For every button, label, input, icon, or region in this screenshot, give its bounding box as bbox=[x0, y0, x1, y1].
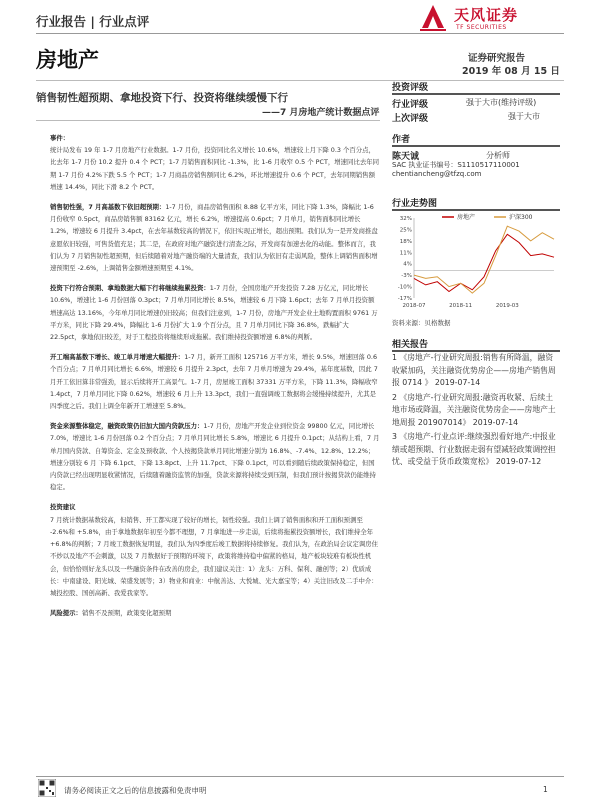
y-tick-label: -3% bbox=[401, 273, 412, 280]
para-label: 销售韧性强，7 月高基数下依旧超预期： bbox=[50, 203, 166, 212]
qr-code-icon bbox=[38, 779, 56, 797]
report-title: 销售韧性超预期、拿地投资下行、投资将继续缓慢下行 bbox=[36, 92, 288, 104]
trend-heading: 行业走势图 bbox=[392, 199, 438, 209]
body-text bbox=[50, 132, 380, 627]
para-construction: 开工端高基数下增长、竣工单月增速大幅提升：1-7 月，新开工面积 125716 万平方米，增长 9.5%，增速回落 0.6 个百分点；7 月单月同比增长 6.6%，增速较 6 月提升 2.3pct，去年 7 月单月增速为 29.4%，基年度基数，因此 7 月开工依旧算非常强劲，显示后续将开工高景气。1-7 月，房屋竣工面积 37331 万平方米，下降 11.3%，降幅收窄 1.4pct，7 月单月同比下降 0.62%，增速较 6 月上升 13.3pct，我们一直强调竣工数据将会缓慢持续提升，尤其是四季度之后。我们上调全年新开工增速至 5.8%。 bbox=[50, 353, 378, 411]
rating-rule bbox=[392, 93, 560, 95]
y-tick-label: 32% bbox=[399, 216, 412, 222]
related-item[interactable]: 1 《房地产-行业研究周报:销售有所降温，融资收紧加码，关注融资优势房企——房地产销售周报 0714 》 2019-07-14 bbox=[392, 353, 556, 387]
author-rule bbox=[392, 145, 560, 147]
footer-disclaimer: 请务必阅读正文之后的信息披露和免责申明 bbox=[64, 786, 207, 795]
para-event: 事件： 统计局发布 19 年 1-7 月房地产行业数据。1-7 月份，投资同比名义增长 10.6%，增速较上月下降 0.3 个百分点，比去年 1-7 月份 10.2 提升 0.4 个 PCT；1-7 月销售面积同比 -1.3%，比 1-6 月收窄 0.5 个 PCT，增速同比去年同期 1-7 月份 4.2%下跌 5.5 个 PCT；1-7 月商品房销售额同比 6.2%，环比增速提升 0.6 个 PCT，去年同期销售额增速 14.4%，同比下滑 8.2 个 PCT。 bbox=[50, 134, 380, 191]
chart-source: 资料来源：贝格数据 bbox=[392, 319, 451, 327]
title-bottom-divider bbox=[36, 120, 380, 121]
para-label: 风险提示： bbox=[50, 609, 82, 618]
x-tick-label: 2018-07 bbox=[402, 303, 426, 309]
x-tick-label: 2019-03 bbox=[495, 303, 519, 309]
y-tick-label: 4% bbox=[403, 261, 412, 268]
trend-rule bbox=[392, 209, 560, 211]
para-sales: 销售韧性强，7 月高基数下依旧超预期：1-7 月份，商品房销售面积 8.88 亿平方米，同比下降 1.3%，降幅比 1-6 月份收窄 0.5pct，商品房销售额 83162 亿元，增长 6.2%，增速提高 0.6pct；7 月单月，销售面积同比增长 1.2%，增速较 6 月提升 3.4pct，在去年基数较高的情况下，依旧实现正增长，超出预期。我们认为一是开发商推盘意愿依旧较强，可售货值充足；其二是，在政府对地产融资进行清查之际，开发商有加速去化的动能。整体而言，我们认为 7 月销售韧性超预期，但后续随着对地产融资端的大量清查，我们认为依旧有走弱风险，整体上调销售面积增速预期至 -2.6%，上调销售金额增速预期至 4.1%。 bbox=[50, 203, 378, 273]
y-tick-label: 18% bbox=[399, 238, 412, 245]
related-heading: 相关报告 bbox=[392, 340, 429, 350]
para-label: 资金来源整体稳定，融资政策仍旧加大国内贷款压力： bbox=[50, 422, 204, 431]
logo-name: 天风证券 bbox=[454, 6, 519, 24]
related-item[interactable]: 2 《房地产-行业研究周报:融资再收紧、后续土地市场或降温，关注融资优势房企——房地产土地周报 201907014》 2019-07-14 bbox=[392, 392, 556, 427]
tf-logo-icon bbox=[418, 2, 448, 32]
legend-label: 沪深300 bbox=[509, 214, 533, 221]
para-label: 事件： bbox=[50, 134, 70, 142]
related-list bbox=[392, 352, 560, 471]
header-divider bbox=[36, 33, 564, 34]
para-label: 投资建议 bbox=[50, 503, 76, 512]
para-label: 开工端高基数下增长、竣工单月增速大幅提升： bbox=[50, 353, 185, 362]
y-tick-label: 25% bbox=[399, 227, 412, 234]
report-category: 行业报告 | 行业点评 bbox=[36, 14, 150, 29]
rating-heading: 投资评级 bbox=[392, 83, 429, 93]
report-type: 证券研究报告 bbox=[468, 53, 526, 64]
industry-rating-value: 强于大市(维持评级) bbox=[466, 98, 537, 107]
y-tick-label: -17% bbox=[397, 296, 412, 302]
para-funding: 资金来源整体稳定，融资政策仍旧加大国内贷款压力：1-7 月份，房地产开发企业到位资金 99800 亿元，同比增长 7.0%，增速比 1-6 月份回落 0.2 个百分点；7 月单月同比增长 5.8%，增速比 6 月提升 0.1pct；从结构上看，7 月单月国内贷款、自筹资金、定金及预收款、个人按揭贷款单月同比增速分别为 16.8%、-7.4%、12.8%、12.2%；增速分别较 6 月 下降 6.1pct、下降 13.8pct、上升 11.7pct、下降 0.1pct，可以看到随后续政策保持稳定，但国内贷款已经出现明显收紧情况，后续随着融资监管的加强，贷款来源将持续受到压制，但我们预计按揭贷款仍能维持稳定。 bbox=[50, 422, 380, 492]
author-heading: 作者 bbox=[392, 135, 411, 145]
para-label: 投资下行符合预期、拿地数据大幅下行将继续拖累投资： bbox=[50, 284, 210, 293]
para-investment: 投资下行符合预期、拿地数据大幅下行将继续拖累投资：1-7 月份，全国房地产开发投资 7.28 万亿元，同比增长 10.6%，增速比 1-6 月份回落 0.3pct；7 月单月同比增长 8.5%，增速较 6 月下降 1.6pct；去年 7 月单月投资额增速高达 13.16%，今年单月同比增速仍旧较高；但我们注意到，1-7 月份，房地产开发企业土地购置面积 9761 万平方米，同比下降 29.4%，降幅比 1-6 月份扩大 1.9 个百分点，且 7 月单月同比下降 36.8%，跌幅扩大 22.5pct，拿地依旧较差，对于工程投资将继续形成拖累。我们维持投资额增速 6.8%的判断。 bbox=[50, 284, 378, 342]
author-license: SAC 执业证书编号：S1110517110001 bbox=[392, 161, 520, 169]
prev-rating-label: 上次评级 bbox=[392, 114, 429, 124]
para-advice: 投资建议 7 月统计数据基数较高，但销售、开工都实现了较好的增长，韧性较强。我们上调了销售面积和开工面积预测至 -2.6%和 +5.8%，由于拿地数据年初至今都不理想，7 月拿地进一步走弱，后续将拖累投资额增长，我们维持全年 +6.8%的判断；7 月竣工数据恢复明显，我们认为四季度后竣工数据将持续修复。我们认为，在政治局会议定调房住不炒以及地产不会刺激，以及 7 月数据好于预期的环境下，政策将维持稳中偏紧的格局，地产板块较难有板块性机会，但恰恰则好龙头以及一些融资条件在改善的房企，我们建议关注：1）龙头：万科、保利、融创等；2）优质成长：中南建设、阳光城、荣盛发展等；3）物业和商业：中航善达、大悦城、光大嘉宝等；4）关注旧改及二手中介：城投控股、国创高新、我爱我家等。 bbox=[50, 503, 379, 597]
author-role: 分析师 bbox=[486, 151, 510, 160]
related-item[interactable]: 3 《房地产-行业点评:继续强烈看好地产:中报业绩或超预期、行业数据走弱有望减轻政策调控担忧、或受益于货币政策宽松》 2019-07-12 bbox=[392, 432, 556, 466]
y-tick-label: 11% bbox=[399, 250, 412, 257]
report-date: 2019 年 08 月 15 日 bbox=[462, 66, 560, 77]
title-divider bbox=[36, 80, 564, 81]
para-risk: 风险提示：销售不及预期，政策变化超预期 bbox=[50, 609, 172, 618]
logo-english: TF SECURITIES bbox=[456, 24, 507, 31]
prev-rating-value: 强于大市 bbox=[508, 112, 540, 121]
industry-rating-label: 行业评级 bbox=[392, 100, 429, 110]
page-number: 1 bbox=[543, 785, 548, 794]
x-tick-label: 2018-11 bbox=[449, 303, 473, 309]
legend-label: 房地产 bbox=[457, 214, 476, 221]
series-line bbox=[414, 226, 554, 293]
author-name: 陈天诚 bbox=[392, 152, 420, 162]
author-email[interactable]: chentiancheng@tfzq.com bbox=[392, 170, 482, 178]
y-tick-label: -10% bbox=[397, 284, 412, 291]
footer-divider bbox=[36, 776, 564, 777]
sector-title: 房地产 bbox=[36, 48, 99, 72]
trend-chart bbox=[392, 212, 560, 312]
report-subtitle: ——7 月房地产统计数据点评 bbox=[262, 108, 380, 118]
